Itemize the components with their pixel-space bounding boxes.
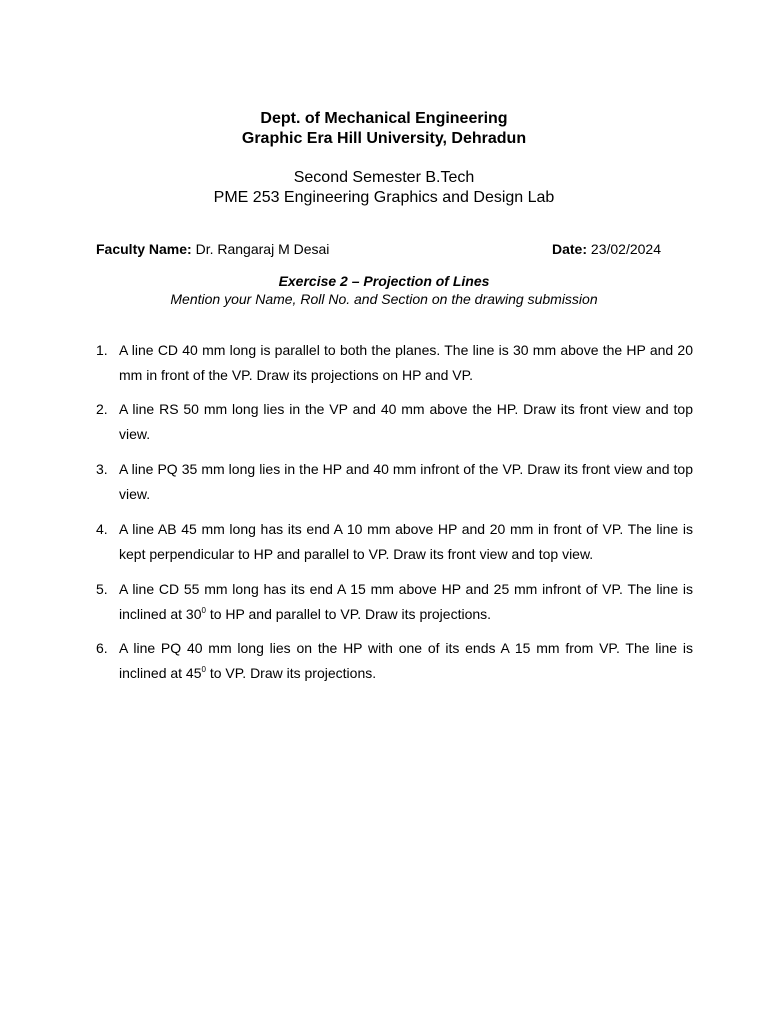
question-text-part: to VP. Draw its projections.: [205, 665, 377, 681]
question-text: [119, 577, 693, 627]
faculty-line: [96, 240, 329, 258]
question-item: [96, 397, 693, 447]
faculty-label: Faculty Name:: [96, 241, 192, 257]
question-text-part: A line CD 55 mm long has its end A 15 mm above HP and 25 mm infront of VP. The line is inclined at 30: [119, 581, 693, 622]
degree-superscript: 0: [201, 665, 206, 674]
question-number: 4.: [96, 521, 108, 537]
question-text: A line PQ 35 mm long lies in the HP and 40 mm infront of the VP. Draw its front view and top view.: [119, 461, 693, 502]
department-heading: Dept. of Mechanical Engineering: [260, 110, 508, 127]
question-item: [96, 457, 693, 507]
question-text: A line AB 45 mm long has its end A 10 mm above HP and 20 mm in front of VP. The line is kept perpendicular to HP and parallel to VP. Draw its front view and top view.: [119, 521, 693, 562]
question-number: 6.: [96, 640, 108, 656]
question-text: [119, 636, 693, 686]
degree-superscript: 0: [201, 606, 206, 615]
course-heading: PME 253 Engineering Graphics and Design Lab: [213, 189, 555, 206]
exercise-title: Exercise 2 – Projection of Lines: [278, 273, 490, 289]
exercise-instruction: Mention your Name, Roll No. and Section on the drawing submission: [170, 291, 598, 307]
semester-heading: Second Semester B.Tech: [293, 169, 475, 186]
question-text: A line CD 40 mm long is parallel to both the planes. The line is 30 mm above the HP and 20 mm in front of the VP. Draw its projections on HP and VP.: [119, 342, 693, 383]
university-heading: Graphic Era Hill University, Dehradun: [241, 130, 527, 147]
question-item: [96, 517, 693, 567]
question-item: [96, 338, 693, 388]
date-value: 23/02/2024: [590, 241, 661, 257]
question-text-part: to HP and parallel to VP. Draw its projections.: [205, 606, 492, 622]
question-number: 5.: [96, 581, 108, 597]
question-number: 2.: [96, 401, 108, 417]
date-label: Date:: [552, 241, 588, 257]
date-line: [552, 240, 661, 258]
question-number: 1.: [96, 342, 108, 358]
question-item: [96, 577, 693, 627]
question-text-part: A line PQ 40 mm long lies on the HP with one of its ends A 15 mm from VP. The line is inclined at 45: [119, 640, 693, 681]
question-item: [96, 636, 693, 686]
question-text: A line RS 50 mm long lies in the VP and 40 mm above the HP. Draw its front view and top view.: [119, 401, 693, 442]
faculty-name: Dr. Rangaraj M Desai: [195, 241, 330, 257]
question-number: 3.: [96, 461, 108, 477]
